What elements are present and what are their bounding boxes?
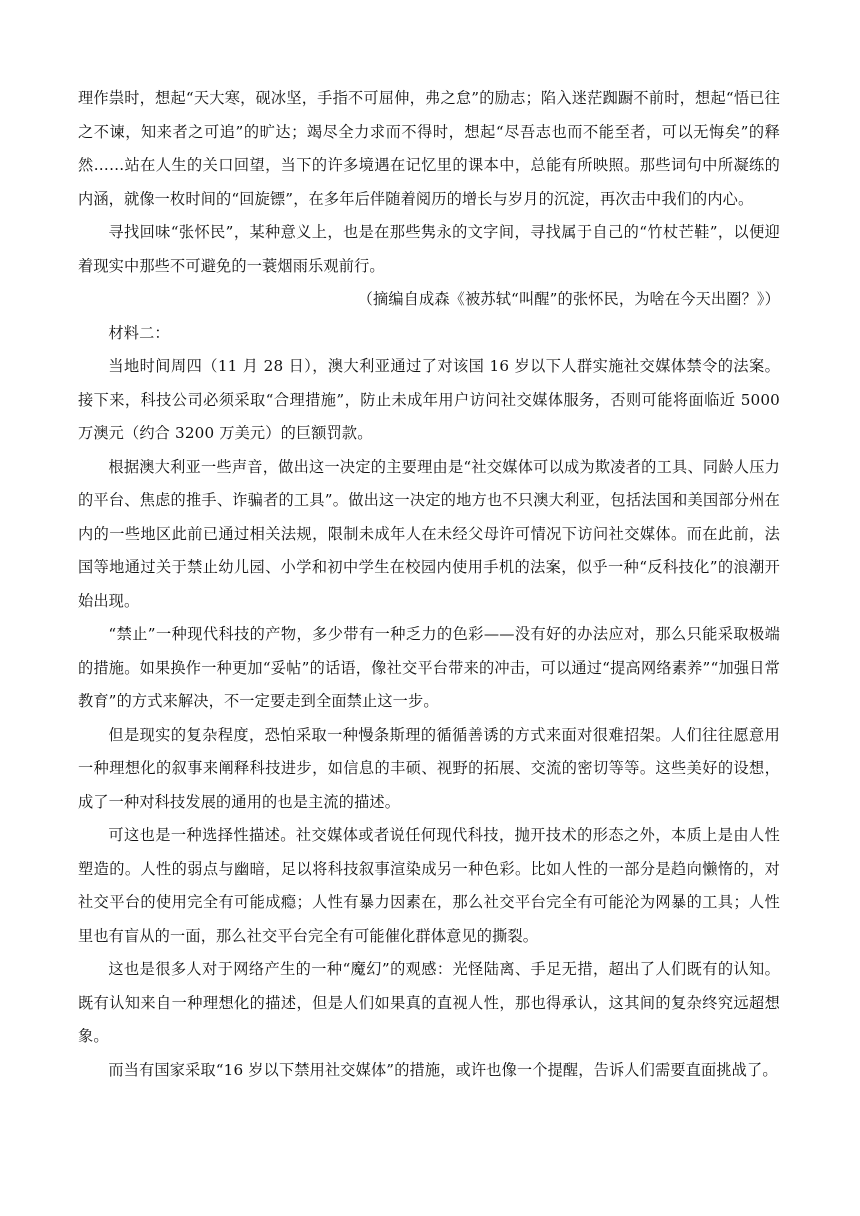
paragraph-8: 这也是很多人对于网络产生的一种“魔幻”的观感：光怪陆离、手足无措，超出了人们既有的认知。既有认知来自一种理想化的描述，但是人们如果真的直视人性，那也得承认，这其间的复杂终究远超想象。	[78, 960, 780, 1045]
paragraph-7: 可这也是一种选择性描述。社交媒体或者说任何现代科技，抛开技术的形态之外，本质上是由人性塑造的。人性的弱点与幽暗，足以将科技叙事渲染成另一种色彩。比如人性的一部分是趋向懒惰的，对社交平台的使用完全有可能成瘾；人性有暴力因素在，那么社交平台完全有可能沦为网暴的工具；人性里也有盲从的一面，那么社交平台完全有可能催化群体意见的撕裂。	[78, 826, 780, 945]
paragraph-5: “禁止”一种现代科技的产物，多少带有一种乏力的色彩——没有好的办法应对，那么只能采取极端的措施。如果换作一种更加“妥帖”的话语，像社交平台带来的冲击，可以通过“提高网络素养”“加强日常教育”的方式来解决，不一定要走到全面禁止这一步。	[78, 625, 780, 710]
paragraph-9: 而当有国家采取“16 岁以下禁用社交媒体”的措施，或许也像一个提醒，告诉人们需要直面挑战了。	[108, 1060, 778, 1079]
paragraph-1: 理作祟时，想起“天大寒，砚冰坚，手指不可屈伸，弗之怠”的励志；陷入迷茫踟蹰不前时，想起“悟已往之不谏，知来者之可追”的旷达；竭尽全力求而不得时，想起“尽吾志也而不能至者，可以无悔矣”的释然……站在人生的关口回望，当下的许多境遇在记忆里的课本中，总能有所映照。那些词句中所凝练的内涵，就像一枚时间的“回旋镖”，在多年后伴随着阅历的增长与岁月的沉淀，再次击中我们的内心。	[78, 89, 780, 208]
paragraph-2: 寻找回味“张怀民”，某种意义上，也是在那些隽永的文字间，寻找属于自己的“竹杖芒鞋”，以便迎着现实中那些不可避免的一蓑烟雨乐观前行。	[78, 223, 780, 275]
paragraph-4: 根据澳大利亚一些声音，做出这一决定的主要理由是“社交媒体可以成为欺凌者的工具、同龄人压力的平台、焦虑的推手、诈骗者的工具”。做出这一决定的地方也不只澳大利亚，包括法国和美国部分州在内的一些地区此前已通过相关法规，限制未成年人在未经父母许可情况下访问社交媒体。而在此前，法国等地通过关于禁止幼儿园、小学和初中学生在校园内使用手机的法案，似乎一种“反科技化”的浪潮开始出现。	[78, 457, 780, 610]
section-heading-material-2: 材料二：	[108, 323, 170, 342]
paragraph-6: 但是现实的复杂程度，恐怕采取一种慢条斯理的循循善诱的方式来面对很难招架。人们往往愿意用一种理想化的叙事来阐释科技进步，如信息的丰硕、视野的拓展、交流的密切等等。这些美好的设想，成了一种对科技发展的通用的也是主流的描述。	[78, 725, 780, 811]
paragraph-3: 当地时间周四（11 月 28 日），澳大利亚通过了对该国 16 岁以下人群实施社交媒体禁令的法案。接下来，科技公司必须采取“合理措施”，防止未成年用户访问社交媒体服务，否则可能将面临近 5000 万澳元（约合 3200 万美元）的巨额罚款。	[78, 357, 780, 442]
source-citation: （摘编自成森《被苏轼“叫醒”的张怀民，为啥在今天出圈？》）	[357, 290, 780, 308]
document-page	[78, 82, 780, 1087]
